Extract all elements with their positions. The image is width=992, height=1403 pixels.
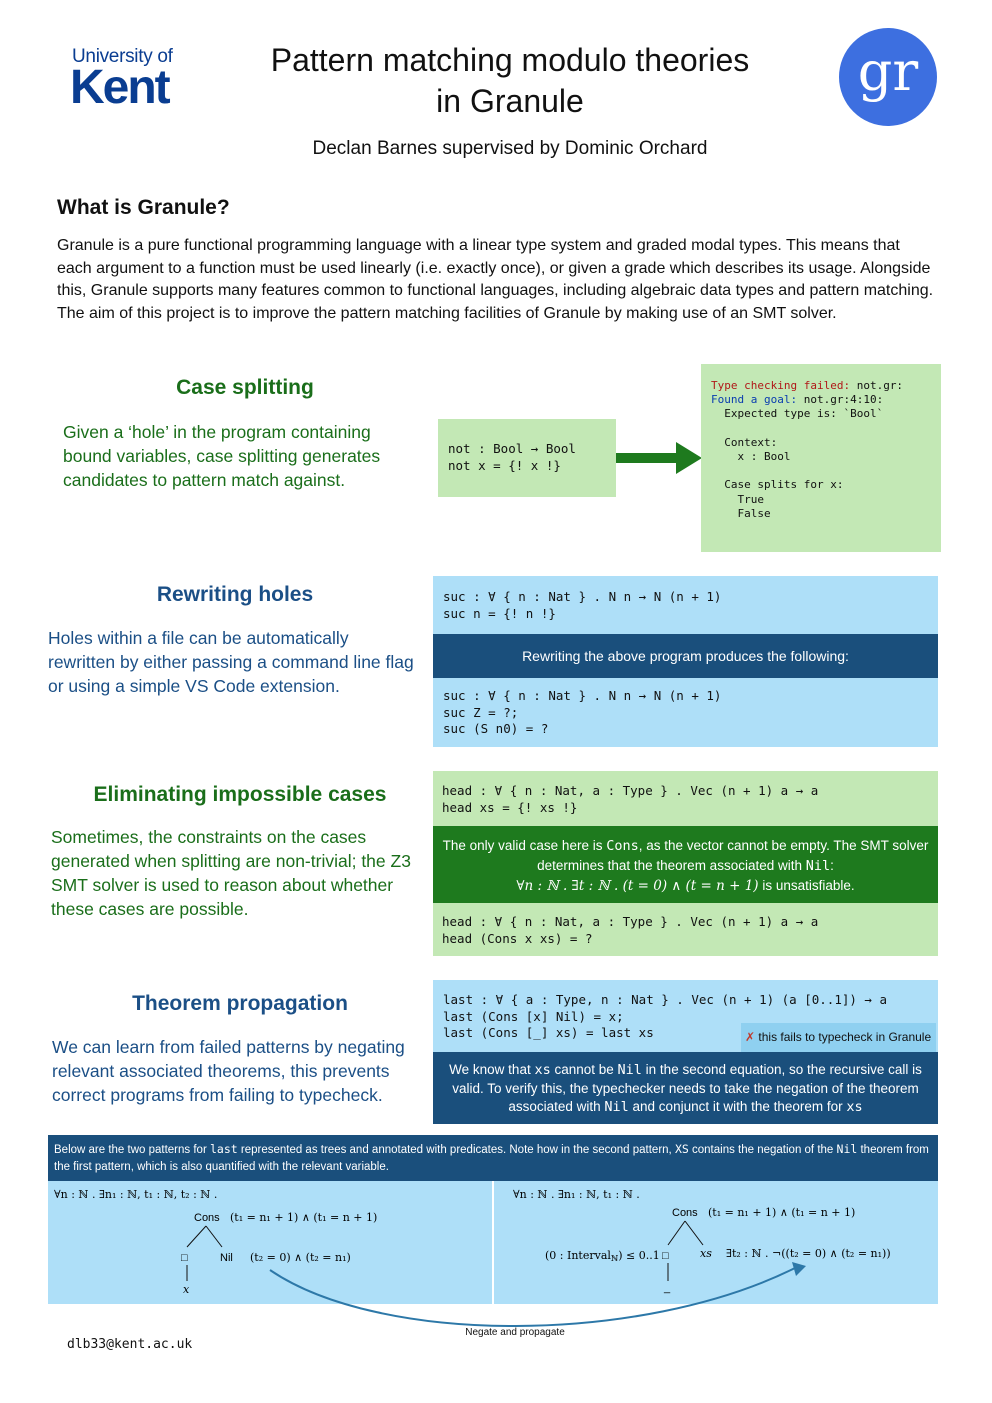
left-cons-node: Cons — [194, 1212, 220, 1224]
caption-text: , as the vector cannot be empty. The SMT solver determines that the theorem associated with — [537, 838, 929, 873]
fail-text: this fails to typecheck in Granule — [755, 1030, 932, 1044]
caption-nil: Nil — [836, 1142, 858, 1156]
eliminating-heading: Eliminating impossible cases — [93, 783, 387, 806]
output-goal-loc: not.gr:4:10: — [797, 393, 884, 407]
left-box-node: □ — [181, 1252, 188, 1264]
output-fail-file: not.gr: — [850, 379, 904, 392]
negate-propagate-label: Negate and propagate — [465, 1327, 565, 1338]
authors: Declan Barnes supervised by Dominic Orchard — [312, 138, 708, 159]
cross-icon: ✗ — [745, 1030, 756, 1044]
caption-text: cannot be — [550, 1062, 618, 1077]
rewriting-code-after: suc : ∀ { n : Nat } . N n → N (n + 1) suc Z = ?; suc (S n0) = ? — [433, 678, 938, 747]
intro-heading: What is Granule? — [57, 196, 230, 219]
right-quantifier: ∀n : ℕ . ∃n₁ : ℕ, t₁ : ℕ . — [513, 1188, 640, 1201]
right-xs-node: xs — [700, 1247, 712, 1260]
left-nil-node: Nil — [220, 1252, 233, 1264]
intro-body: Granule is a pure functional programming language with a linear type system and graded modal types. This means that each argument to a function must be used linearly (i.e. exactly once), or given a grade which describes its usage. Alongside this, Granule supports many features common to functional languages, including algebraic data types and pattern matching. The aim of this project is to improve the pattern matching facilities of Granule by making use of an SMT solver. — [57, 237, 934, 322]
eliminating-caption — [433, 826, 938, 903]
right-wildcard-node: _ — [664, 1282, 671, 1294]
caption-text: contains the negation of the — [688, 1144, 837, 1156]
granule-logo: gr — [839, 28, 937, 126]
case-splitting-text: Given a ‘hole’ in the program containing bound variables, case splitting generates candidates to pattern match against. — [63, 422, 381, 490]
eliminating-text: Sometimes, the constraints on the cases generated when splitting are non-trivial; the Z3 SMT solver is used to reason about whether these cases are possible. — [51, 827, 411, 919]
caption-text: represented as trees and annotated with predicates. Note how in the second pattern, — [237, 1144, 675, 1156]
left-cons-predicate: (t₁ = n₁ + 1) ∧ (t₁ = n + 1) — [230, 1211, 378, 1224]
propagation-heading: Theorem propagation — [132, 992, 348, 1015]
arrow-right-icon — [616, 440, 702, 476]
right-interval-predicate: (0 : Intervalℕ) ≤ 0..1 — [545, 1249, 660, 1263]
caption-last: last — [209, 1142, 238, 1156]
title-line2: in Granule — [436, 83, 584, 119]
eliminating-code-before: head : ∀ { n : Nat, a : Type } . Vec (n + 1) a → a head xs = {! xs !} — [433, 771, 938, 826]
right-cons-predicate: (t₁ = n₁ + 1) ∧ (t₁ = n + 1) — [708, 1206, 856, 1219]
output-fail-label: Type checking failed: — [711, 379, 851, 392]
university-logo-kent: Kent — [70, 61, 169, 114]
output-rest: Expected type is: `Bool` Context: x : Bool Case splits for x: True False — [724, 407, 884, 520]
caption-text: theorem from the first pattern, which is also quantified with the relevant variable. — [54, 1144, 929, 1173]
left-nil-predicate: (t₂ = 0) ∧ (t₂ = n₁) — [250, 1251, 351, 1264]
rewriting-code-before: suc : ∀ { n : Nat } . N n → N (n + 1) suc n = {! n !} — [433, 576, 938, 634]
caption-text: and conjunct it with the theorem for — [628, 1099, 847, 1114]
title-line1: Pattern matching modulo theories — [270, 42, 750, 78]
left-x-node: x — [183, 1283, 190, 1296]
caption-nil: Nil — [617, 1062, 642, 1078]
eliminating-code-after: head : ∀ { n : Nat, a : Type } . Vec (n + 1) a → a head (Cons x xs) = ? — [433, 903, 938, 956]
output-goal-label: Found a goal: — [711, 393, 798, 407]
propagation-caption — [433, 1052, 938, 1124]
right-xs-predicate: ∃t₂ : ℕ . ¬((t₂ = 0) ∧ (t₂ = n₁)) — [726, 1247, 891, 1260]
trees-panel — [48, 1181, 938, 1304]
case-splitting-code: not : Bool → Bool not x = {! x !} — [438, 419, 616, 497]
caption-text: The only valid case here is — [442, 838, 607, 853]
rewriting-caption: Rewriting the above program produces the following: — [433, 634, 938, 678]
caption-xs: xs — [846, 1099, 863, 1115]
caption-nil: Nil — [604, 1099, 629, 1115]
propagation-text: We can learn from failed patterns by negating relevant associated theorems, this prevents correct programs from failing to typecheck. — [52, 1037, 405, 1105]
right-box-node: □ — [662, 1250, 669, 1262]
propagation-code: last : ∀ { a : Type, n : Nat } . Vec (n + 1) (a [0..1]) → a last (Cons [x] Nil) = x; last (Cons [_] xs) = last xs — [433, 980, 938, 1052]
caption-formula: ∀n : ℕ . ∃t : ℕ . (t = 0) ∧ (t = n + 1) — [516, 878, 759, 894]
caption-text: in the second equation, so the recursive call is valid. To verify this, the typechecker needs to take the negation of the theorem associated with — [452, 1062, 922, 1114]
case-splitting-heading: Case splitting — [176, 376, 314, 399]
rewriting-text: Holes within a file can be automatically rewritten by either passing a command line flag or using a simple VS Code extension. — [48, 628, 414, 696]
caption-text: We know that — [449, 1062, 535, 1077]
case-splitting-output — [701, 364, 941, 552]
university-logo-line1: University of — [72, 46, 173, 67]
contact-email: dlb33@kent.ac.uk — [67, 1337, 193, 1352]
rewriting-heading: Rewriting holes — [156, 583, 314, 606]
caption-xs: XS — [674, 1142, 689, 1156]
caption-text: : — [830, 858, 834, 873]
right-cons-node: Cons — [672, 1207, 698, 1219]
caption-cons: Cons — [606, 838, 639, 854]
pattern-trees-diagram — [48, 1181, 938, 1304]
caption-xs: xs — [534, 1062, 551, 1078]
poster-title — [200, 40, 820, 122]
left-quantifier: ∀n : ℕ . ∃n₁ : ℕ, t₁ : ℕ, t₂ : ℕ . — [54, 1188, 218, 1201]
caption-text: is unsatisfiable. — [758, 878, 855, 893]
typecheck-fail-note — [741, 1023, 936, 1052]
caption-text: Below are the two patterns for — [54, 1144, 210, 1156]
caption-nil: Nil — [805, 858, 831, 874]
trees-caption — [48, 1135, 938, 1181]
